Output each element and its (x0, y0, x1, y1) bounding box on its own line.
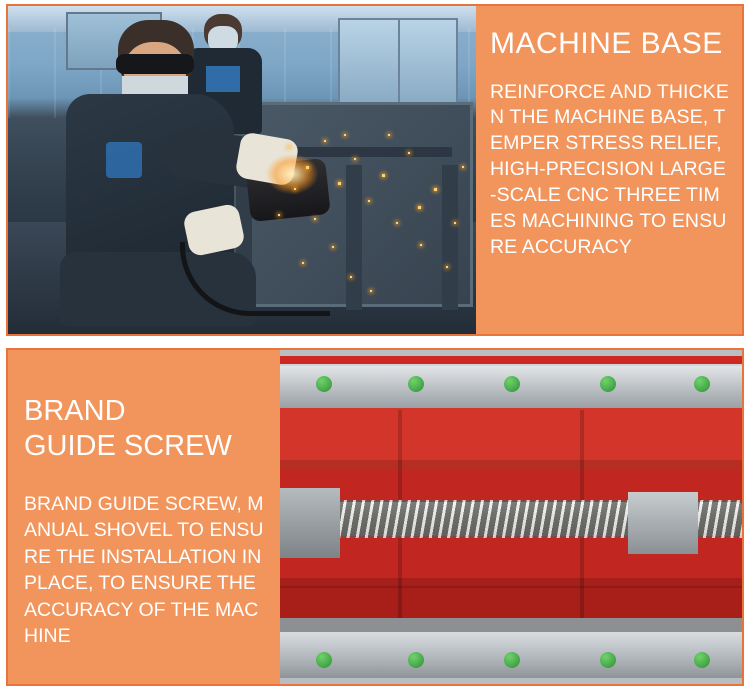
work-glove-right (234, 131, 299, 186)
frame-leg (442, 165, 458, 310)
panel-heading-line-1: BRAND (24, 395, 126, 427)
rail-bolt-cap (600, 652, 616, 668)
panel-machine-base (6, 4, 744, 336)
rail-bolt-cap (504, 376, 520, 392)
panel-brand-guide-screw (6, 348, 744, 686)
rail-bolt-cap (408, 376, 424, 392)
panel-body-machine-base: REINFORCE AND THICKEN THE MACHINE BASE, TEMPER STRESS RELIEF, HIGH-PRECISION LARGE-SCALE CNC THREE TIMES MACHINING TO ENSURE ACCURACY (490, 80, 729, 259)
uniform-logo (106, 142, 142, 178)
rail-bolt-cap (694, 376, 710, 392)
text-block-machine-base (476, 6, 742, 334)
rail-bolt-cap (316, 376, 332, 392)
bed-ridge (280, 578, 742, 588)
foreground-worker (60, 16, 285, 326)
photo-machine-base (8, 6, 476, 334)
safety-goggles (116, 54, 194, 74)
ball-screw-nut-block (628, 492, 698, 554)
rail-bolt-cap (408, 652, 424, 668)
text-block-brand-guide-screw (8, 350, 280, 684)
rail-bolt-cap (316, 652, 332, 668)
rail-bolt-cap (600, 376, 616, 392)
panel-heading-line-2: GUIDE SCREW (24, 430, 232, 463)
photo-brand-guide-screw (280, 350, 742, 684)
frame-leg (346, 165, 362, 310)
rail-bolt-cap (504, 652, 520, 668)
panel-heading-machine-base: MACHINE BASE (490, 27, 723, 60)
screw-end-mount (280, 488, 340, 558)
panel-body-brand-guide-screw: BRAND GUIDE SCREW, MANUAL SHOVEL TO ENSURE THE INSTALLATION IN PLACE, TO ENSURE THE ACCURACY OF THE MACHINE (24, 492, 264, 648)
wall-window-right (338, 18, 458, 104)
rail-bolt-cap (694, 652, 710, 668)
bed-ridge (280, 460, 742, 470)
panel-heading-brand-guide-screw (24, 394, 270, 465)
